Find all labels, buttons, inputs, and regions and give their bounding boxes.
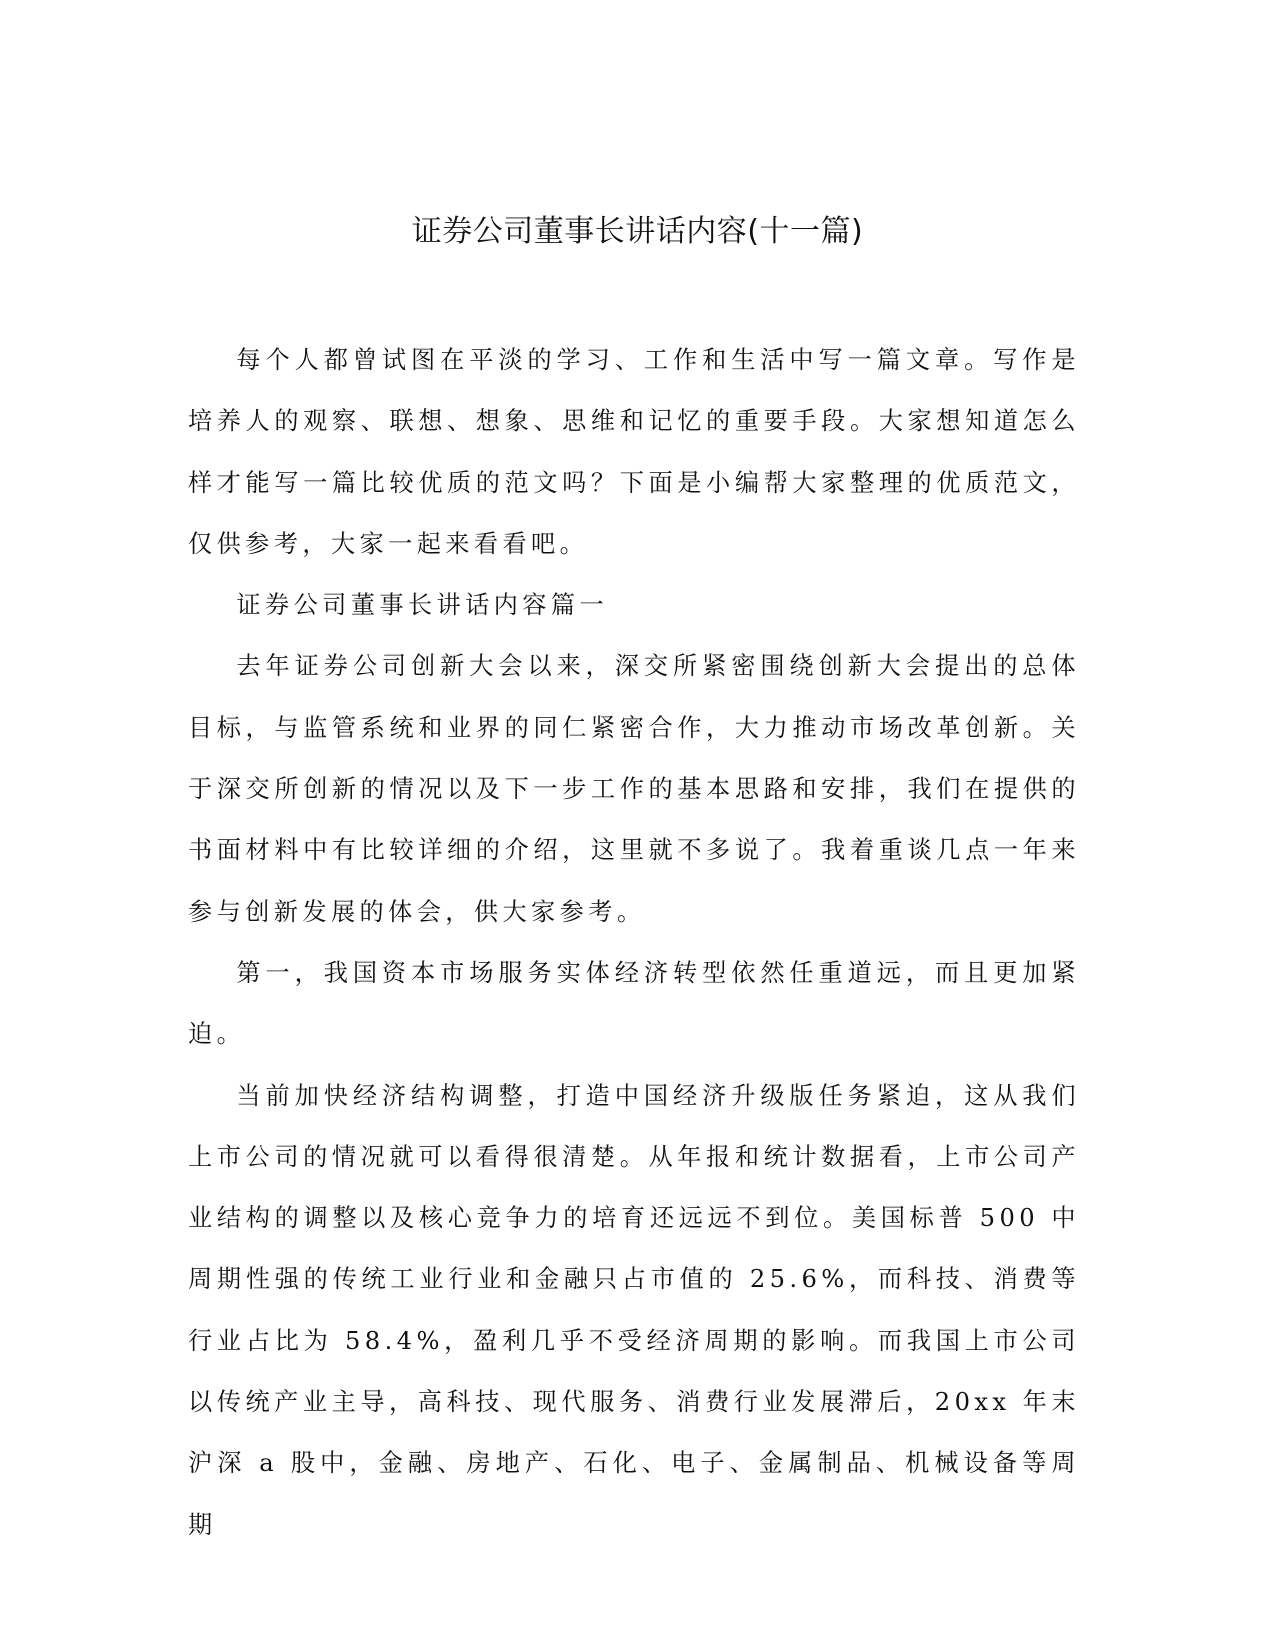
paragraph: 第一，我国资本市场服务实体经济转型依然任重道远，而且更加紧迫。 <box>188 958 1080 1049</box>
document-title: 证券公司董事长讲话内容(十一篇) <box>411 214 864 249</box>
paragraph: 去年证券公司创新大会以来，深交所紧密围绕创新大会提出的总体目标，与监管系统和业界的同仁紧密合作，大力推动市场改革创新。关于深交所创新的情况以及下一步工作的基本思路和安排，我们在提供的书面材料中有比较详细的介绍，这里就不多说了。我着重谈几点一年来参与创新发展的体会，供大家参考。 <box>188 652 1080 926</box>
document-body <box>188 330 1080 1556</box>
paragraph: 当前加快经济结构调整，打造中国经济升级版任务紧迫，这从我们上市公司的情况就可以看得很清楚。从年报和统计数据看，上市公司产业结构的调整以及核心竞争力的培育还远远不到位。美国标普 500 中周期性强的传统工业行业和金融只占市值的 25.6%，而科技、消费等行业占比为 58.4%，盈利几乎不受经济周期的影响。而我国上市公司以传统产业主导，高科技、现代服务、消费行业发展滞后，20xx 年末沪深 a 股中，金融、房地产、石化、电子、金属制品、机械设备等周期 <box>188 1081 1080 1539</box>
paragraph-intro: 每个人都曾试图在平淡的学习、工作和生活中写一篇文章。写作是培养人的观察、联想、想象、思维和记忆的重要手段。大家想知道怎么样才能写一篇比较优质的范文吗？下面是小编帮大家整理的优质范文，仅供参考，大家一起来看看吧。 <box>188 346 1080 558</box>
section-heading: 证券公司董事长讲话内容篇一 <box>236 591 609 620</box>
